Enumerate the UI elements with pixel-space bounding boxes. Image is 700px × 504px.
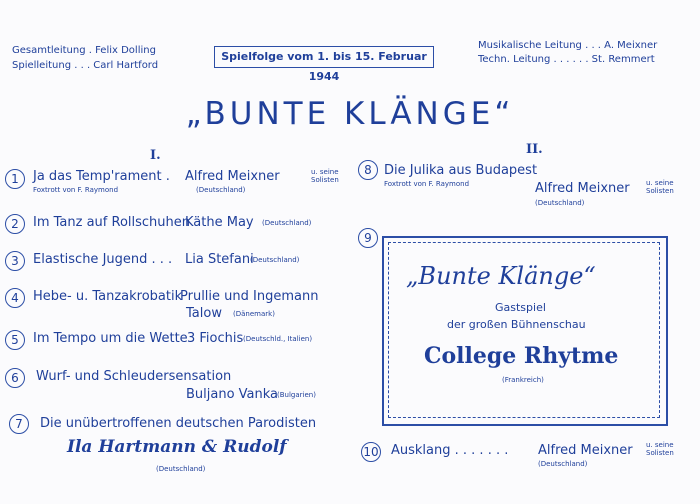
item-title-10: Ausklang . . . . . . . bbox=[391, 443, 509, 458]
item-title-6: Wurf- und Schleudersensation bbox=[36, 369, 232, 384]
item-title-2: Im Tanz auf Rollschuhen bbox=[33, 215, 190, 230]
item-solisten-8: u. seine Solisten bbox=[646, 179, 674, 195]
item-number-8: 8 bbox=[358, 160, 378, 180]
item-title-5: Im Tempo um die Wette bbox=[33, 331, 188, 346]
item-performer-2: Käthe May bbox=[185, 215, 254, 230]
item-performer-4b: Talow bbox=[186, 306, 222, 321]
item-performer-6: Buljano Vanka bbox=[186, 387, 279, 402]
item-title-7: Die unübertroffenen deutschen Parodisten bbox=[40, 416, 317, 431]
item-number-10: 10 bbox=[361, 442, 381, 462]
item-number-4: 4 bbox=[5, 288, 25, 308]
feature-script-title: „Bunte Klänge“ bbox=[406, 262, 596, 290]
item-title-4: Hebe- u. Tanzakrobatik bbox=[33, 289, 183, 304]
item-performer-4: Prullie und Ingemann bbox=[180, 289, 319, 304]
item-country-1: (Deutschland) bbox=[196, 186, 246, 194]
item-title-1: Ja das Temp'rament . bbox=[33, 169, 170, 184]
feature-country: (Frankreich) bbox=[502, 376, 544, 384]
feature-headline: College Rhytme bbox=[424, 343, 619, 369]
main-title: „BUNTE KLÄNGE“ bbox=[185, 96, 515, 132]
item-country-3: (Deutschland) bbox=[250, 256, 300, 264]
item-sub-8: Foxtrott von F. Raymond bbox=[384, 180, 470, 188]
item-country-4: (Dänemark) bbox=[233, 310, 275, 318]
header-right-2: Techn. Leitung . . . . . . St. Remmert bbox=[478, 54, 655, 65]
item-number-9: 9 bbox=[358, 228, 378, 248]
item-country-2: (Deutschland) bbox=[262, 219, 312, 227]
item-number-6: 6 bbox=[5, 368, 25, 388]
item-solisten-10: u. seine Solisten bbox=[646, 441, 674, 457]
item-number-3: 3 bbox=[5, 251, 25, 271]
feature-line-2: der großen Bühnenschau bbox=[447, 318, 586, 331]
header-right-1: Musikalische Leitung . . . A. Meixner bbox=[478, 40, 658, 51]
header-left-2: Spielleitung . . . Carl Hartford bbox=[12, 60, 159, 71]
item-performer-8: Alfred Meixner bbox=[535, 181, 630, 196]
item-country-8: (Deutschland) bbox=[535, 199, 585, 207]
item-sub-1: Foxtrott von F. Raymond bbox=[33, 186, 119, 194]
item-performer-7: Ila Hartmann & Rudolf bbox=[67, 437, 287, 457]
item-performer-3: Lia Stefani bbox=[185, 252, 254, 267]
item-number-7: 7 bbox=[9, 414, 29, 434]
item-country-6: (Bulgarien) bbox=[277, 391, 316, 399]
section-one-label: I. bbox=[150, 148, 161, 163]
item-performer-5: 3 Fiochis bbox=[187, 331, 244, 346]
feature-line-1: Gastspiel bbox=[495, 301, 546, 314]
item-performer-1: Alfred Meixner bbox=[185, 169, 280, 184]
item-title-3: Elastische Jugend . . . bbox=[33, 252, 173, 267]
item-performer-10: Alfred Meixner bbox=[538, 443, 633, 458]
date-banner: Spielfolge vom 1. bis 15. Februar 1944 bbox=[214, 46, 434, 68]
item-title-8: Die Julika aus Budapest bbox=[384, 163, 538, 178]
item-country-7: (Deutschland) bbox=[156, 465, 206, 473]
header-left-1: Gesamtleitung . Felix Dolling bbox=[12, 45, 156, 56]
item-number-5: 5 bbox=[5, 330, 25, 350]
item-number-2: 2 bbox=[5, 214, 25, 234]
section-two-label: II. bbox=[526, 142, 543, 157]
item-country-10: (Deutschland) bbox=[538, 460, 588, 468]
item-number-1: 1 bbox=[5, 169, 25, 189]
item-solisten-1: u. seine Solisten bbox=[311, 168, 339, 184]
item-country-5: (Deutschld., Italien) bbox=[243, 335, 313, 343]
